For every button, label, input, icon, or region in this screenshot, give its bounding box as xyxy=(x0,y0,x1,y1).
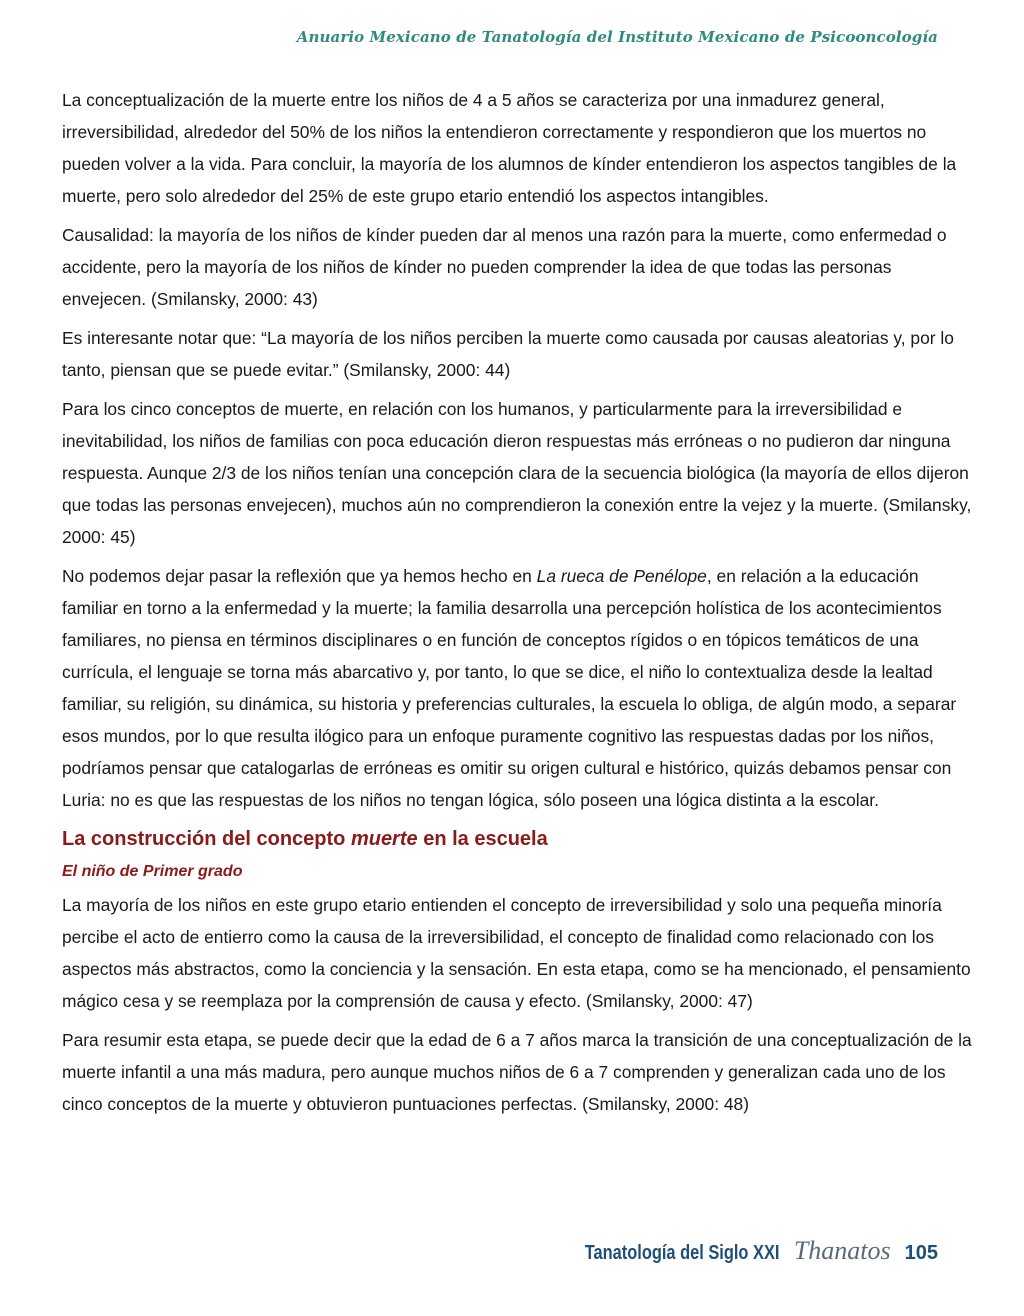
subsection-heading: El niño de Primer grado xyxy=(62,863,243,880)
paragraph-7: Para resumir esta etapa, se puede decir que la edad de 6 a 7 años marca la transición de una conceptualización de la muerte infantil a una más madura, pero aunque muchos niños de 6 a 7 comprenden y generalizan cada uno de los cinco conceptos de la muerte y obtuvieron puntuaciones perfectas. (Smilansky, 2000: 48) xyxy=(62,1030,972,1114)
paragraph-5 xyxy=(62,560,972,816)
section-heading xyxy=(62,823,972,855)
paragraph-5-text-a: No podemos dejar pasar la reflexión que ya hemos hecho en xyxy=(62,566,537,586)
article-body xyxy=(62,84,972,1127)
section-heading-emphasis: muerte xyxy=(350,828,418,850)
page-number: 105 xyxy=(904,1242,938,1264)
paragraph-3: Es interesante notar que: “La mayoría de los niños perciben la muerte como causada por causas aleatorias y, por lo tanto, piensan que se puede evitar.” (Smilansky, 2000: 44) xyxy=(62,328,954,380)
section-heading-text-a: La construcción del concepto xyxy=(62,828,351,850)
paragraph-1: La conceptualización de la muerte entre los niños de 4 a 5 años se caracteriza por una inmadurez general, irreversibilidad, alrededor del 50% de los niños la entendieron correctamente y respondieron que los muertos no pueden volver a la vida. Para concluir, la mayoría de los alumnos de kínder entendieron los aspectos tangibles de la muerte, pero solo alrededor del 25% de este grupo etario entendió los aspectos intangibles. xyxy=(62,90,957,206)
page-footer xyxy=(542,1236,938,1266)
paragraph-5-text-b: , en relación a la educación familiar en torno a la enfermedad y la muerte; la familia desarrolla una percepción holística de los acontecimientos familiares, no piensa en términos disciplinares o en función de conceptos rígidos o en tópicos temáticos de una currícula, el lenguaje se torna más abarcativo y, por tanto, lo que se dice, el niño lo contextualiza desde la lealtad familiar, su religión, su dinámica, su historia y preferencias culturales, la escuela lo obliga, de algún modo, a separar esos mundos, por lo que resulta ilógico para un enfoque puramente cognitivo las respuestas dadas por los niños, podríamos pensar que catalogarlas de erróneas es omitir su origen cultural e histórico, quizás debamos pensar con Luria: no es que las respuestas de los niños no tengan lógica, sólo poseen una lógica distinta a la escolar. xyxy=(62,566,957,810)
journal-title: Tanatología del Siglo XXI xyxy=(585,1242,780,1264)
paragraph-2: Causalidad: la mayoría de los niños de kínder pueden dar al menos una razón para la muerte, como enfermedad o accidente, pero la mayoría de los niños de kínder no pueden comprender la idea de que todas las personas envejecen. (Smilansky, 2000: 43) xyxy=(62,225,947,309)
book-title: La rueca de Penélope xyxy=(536,566,707,586)
section-heading-text-b: en la escuela xyxy=(417,828,548,850)
running-header: Anuario Mexicano de Tanatología del Instituto Mexicano de Psicooncología xyxy=(296,28,938,46)
paragraph-4: Para los cinco conceptos de muerte, en relación con los humanos, y particularmente para la irreversibilidad e inevitabilidad, los niños de familias con poca educación dieron respuestas más erróneas o no pudieron dar ninguna respuesta. Aunque 2/3 de los niños tenían una concepción clara de la secuencia biológica (la mayoría de ellos dijeron que todas las personas envejecen), muchos aún no comprendieron la conexión entre la vejez y la muerte. (Smilansky, 2000: 45) xyxy=(62,399,972,547)
thanatos-logo: Thanatos xyxy=(793,1236,891,1265)
paragraph-6: La mayoría de los niños en este grupo etario entienden el concepto de irreversibilidad y solo una pequeña minoría percibe el acto de entierro como la causa de la irreversibilidad, el concepto de finalidad como relacionado con los aspectos más abstractos, como la conciencia y la sensación. En esta etapa, como se ha mencionado, el pensamiento mágico cesa y se reemplaza por la comprensión de causa y efecto. (Smilansky, 2000: 47) xyxy=(62,895,971,1011)
